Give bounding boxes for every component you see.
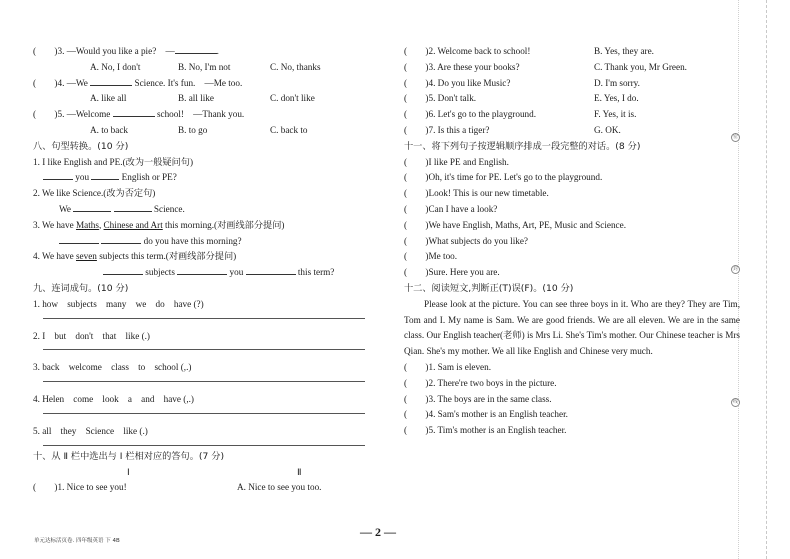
binding-margin bbox=[766, 0, 790, 559]
binding-hole-1: 密 bbox=[732, 135, 738, 140]
sec12-item-5: ( )5. Tim's mother is an English teacher. bbox=[404, 425, 567, 436]
sec8-a2: We Science. bbox=[59, 203, 185, 214]
answer-blank[interactable] bbox=[91, 170, 119, 180]
sec12-item-4: ( )4. Sam's mother is an English teacher. bbox=[404, 409, 568, 420]
sec12-item-1: ( )1. Sam is eleven. bbox=[404, 361, 492, 372]
left-column bbox=[33, 44, 363, 496]
sec10-row-4: ( )4. Do you like Music? D. I'm sorry. bbox=[404, 77, 640, 88]
sec10-row-1: ( )1. Nice to see you! A. Nice to see you too. bbox=[33, 482, 322, 493]
question-5-options: A. to back B. to go C. back to bbox=[90, 124, 308, 135]
sec9-q2: 2. I but don't that like (.) bbox=[33, 330, 150, 341]
sec8-a3: do you have this morning? bbox=[33, 234, 363, 250]
answer-blank[interactable] bbox=[113, 107, 155, 117]
sec9-q3: 3. back welcome class to school (,.) bbox=[33, 362, 192, 373]
footer-series-label: 单元达标活页卷. 四年级英语 下 4B bbox=[34, 538, 120, 544]
sec11-item-7: ( )Me too. bbox=[404, 251, 458, 262]
sec8-q3: 3. We have Maths, Chinese and Art this morning.(对画线部分提问) bbox=[33, 219, 285, 230]
answer-blank[interactable] bbox=[101, 234, 141, 244]
section-10-title: 十、从 Ⅱ 栏中选出与 Ⅰ 栏相对应的答句。(7 分) bbox=[33, 450, 225, 462]
answer-blank[interactable] bbox=[59, 234, 99, 244]
answer-line[interactable] bbox=[43, 408, 365, 414]
sec9-q5: 5. all they Science like (.) bbox=[33, 425, 148, 436]
answer-blank[interactable] bbox=[90, 76, 132, 86]
sec9-q4: 4. Helen come look a and have (,.) bbox=[33, 394, 194, 405]
sec8-q4: 4. We have seven subjects this term.(对画线部分提问) bbox=[33, 251, 237, 262]
sec11-item-3: ( )Look! This is our new timetable. bbox=[404, 188, 549, 199]
answer-blank[interactable] bbox=[73, 202, 111, 212]
answer-blank[interactable] bbox=[175, 44, 217, 54]
section-9-title: 九、连词成句。(10 分) bbox=[33, 282, 129, 294]
sec10-row-6: ( )6. Let's go to the playground. F. Yes, it is. bbox=[404, 109, 637, 120]
sec11-item-8: ( )Sure. Here you are. bbox=[404, 267, 500, 278]
sec10-row-7: ( )7. Is this a tiger? G. OK. bbox=[404, 124, 621, 135]
sec10-row-3: ( )3. Are these your books? C. Thank you, Mr Green. bbox=[404, 61, 687, 72]
sec8-q1: 1. I like English and PE.(改为一般疑问句) bbox=[33, 156, 194, 167]
question-3-options: A. No, I don't B. No, I'm not C. No, thanks bbox=[90, 61, 321, 72]
sec12-item-3: ( )3. The boys are in the same class. bbox=[404, 393, 552, 404]
sec11-item-1: ( )I like PE and English. bbox=[404, 156, 509, 167]
answer-blank[interactable] bbox=[114, 202, 152, 212]
sec8-a4: subjects you this term? bbox=[33, 265, 363, 281]
sec12-item-2: ( )2. There're two boys in the picture. bbox=[404, 377, 557, 388]
answer-line[interactable] bbox=[43, 440, 365, 446]
answer-blank[interactable] bbox=[43, 170, 73, 180]
answer-line[interactable] bbox=[43, 344, 365, 350]
binding-hole-2: 封 bbox=[732, 267, 738, 272]
answer-blank[interactable] bbox=[103, 265, 143, 275]
question-4-options: A. like all B. all like C. don't like bbox=[90, 93, 315, 104]
section-11-title: 十一、将下列句子按逻辑顺序排成一段完整的对话。(8 分) bbox=[404, 140, 641, 152]
answer-blank[interactable] bbox=[177, 265, 227, 275]
section-8-title: 八、句型转换。(10 分) bbox=[33, 140, 129, 152]
sec11-item-6: ( )What subjects do you like? bbox=[404, 235, 528, 246]
sec8-a1: you English or PE? bbox=[33, 170, 363, 186]
sec11-item-4: ( )Can I have a look? bbox=[404, 203, 498, 214]
sec11-item-2: ( )Oh, it's time for PE. Let's go to the playground. bbox=[404, 172, 603, 183]
sec10-column-headers: Ⅰ Ⅱ bbox=[127, 466, 302, 478]
reading-passage: Please look at the picture. You can see three boys in it. Who are they? They are Tim, Tom and I. My name is Sam. We are good friends. We are all eleven. We are in the same class. Our English teacher(老师) is Mrs Li. She's Tim's mother. Our Chinese teacher is Mrs Qian. She's my mother. We all like English and Chinese very much. bbox=[404, 298, 740, 357]
question-3: ( )3. —Would you like a pie? — . bbox=[33, 46, 219, 56]
sec10-row-2: ( )2. Welcome back to school! B. Yes, they are. bbox=[404, 46, 654, 56]
sec8-q2: 2. We like Science.(改为否定句) bbox=[33, 188, 156, 199]
answer-blank[interactable] bbox=[246, 265, 296, 275]
answer-line[interactable] bbox=[43, 376, 365, 382]
binding-hole-3: 线 bbox=[732, 400, 738, 405]
answer-line[interactable] bbox=[43, 313, 365, 319]
sec11-item-5: ( )We have English, Maths, Art, PE, Music and Science. bbox=[404, 219, 627, 230]
sec10-row-5: ( )5. Don't talk. E. Yes, I do. bbox=[404, 93, 639, 104]
question-5: ( )5. —Welcome school! —Thank you. bbox=[33, 109, 245, 120]
section-12-title: 十二、阅读短文,判断正(T)误(F)。(10 分) bbox=[404, 282, 574, 294]
sec9-q1: 1. how subjects many we do have (?) bbox=[33, 298, 204, 309]
page-number: — 2 — bbox=[360, 525, 396, 539]
question-4: ( )4. —We Science. It's fun. —Me too. bbox=[33, 77, 243, 88]
right-column bbox=[404, 44, 746, 439]
